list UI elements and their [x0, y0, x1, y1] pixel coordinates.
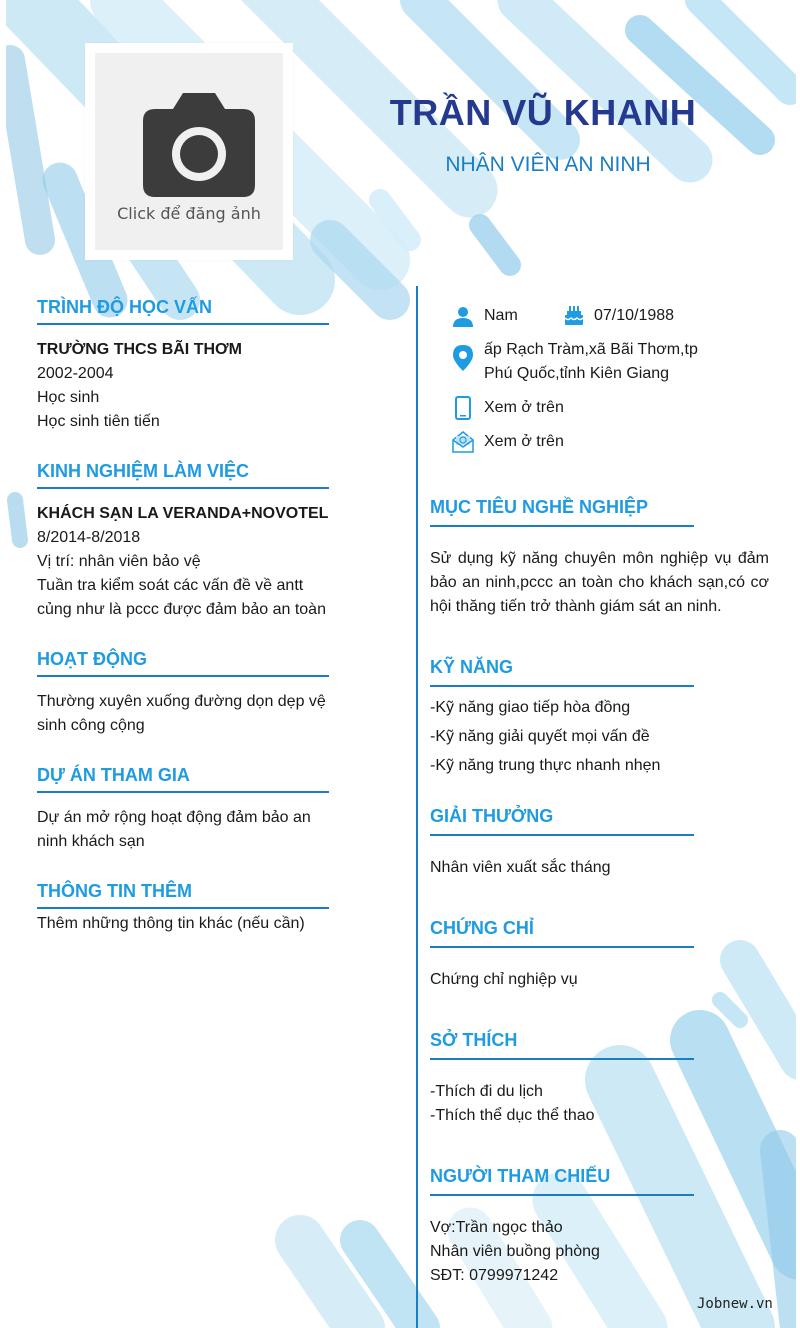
objective-heading: MỤC TIÊU NGHỀ NGHIỆP [430, 497, 649, 517]
experience-company: KHÁCH SẠN LA VERANDA+NOVOTEL [37, 505, 329, 522]
column-divider [416, 286, 418, 1328]
email-value: Xem ở trên [484, 433, 564, 450]
birthday-value: 07/10/1988 [594, 307, 675, 324]
photo-upload-label: Click để đăng ảnh [117, 204, 261, 223]
projects-line2: ninh khách sạn [37, 833, 145, 850]
objective-rule [430, 525, 694, 527]
activities-line1: Thường xuyên xuống đường dọn dẹp vệ [37, 693, 326, 710]
skill-item: -Kỹ năng giao tiếp hòa đồng [430, 699, 631, 716]
certificates-heading: CHỨNG CHỈ [430, 918, 534, 938]
experience-heading: KINH NGHIỆM LÀM VIỆC [37, 461, 250, 481]
education-school: TRƯỜNG THCS BÃI THƠM [37, 341, 242, 358]
extra-info-heading: THÔNG TIN THÊM [37, 881, 192, 901]
education-role: Học sinh [37, 389, 100, 406]
education-rule [37, 323, 329, 325]
photo-upload-button[interactable] [95, 53, 283, 250]
reference-line2: Nhân viên buồng phòng [430, 1243, 600, 1260]
certificates-text: Chứng chỉ nghiệp vụ [430, 971, 578, 988]
job-title: NHÂN VIÊN AN NINH [445, 153, 651, 176]
awards-rule [430, 834, 694, 836]
user-icon [452, 306, 474, 328]
address-line1: ấp Rạch Tràm,xã Bãi Thơm,tp [484, 341, 698, 358]
projects-rule [37, 791, 329, 793]
education-note: Học sinh tiên tiến [37, 413, 160, 430]
education-heading: TRÌNH ĐỘ HỌC VẤN [37, 297, 212, 317]
skills-heading: KỸ NĂNG [430, 657, 514, 677]
activities-line2: sinh công cộng [37, 717, 145, 734]
photo-frame [85, 43, 293, 260]
site-watermark: Jobnew.vn [697, 1296, 773, 1312]
skill-item: -Kỹ năng giải quyết mọi vấn đề [430, 728, 650, 745]
projects-line1: Dự án mở rộng hoạt động đảm bảo an [37, 809, 311, 826]
education-period: 2002-2004 [37, 365, 114, 382]
reference-line1: Vợ:Trần ngọc thảo [430, 1219, 563, 1236]
awards-text: Nhân viên xuất sắc tháng [430, 859, 611, 876]
phone-icon [455, 396, 471, 420]
experience-desc-line2: củng như là pccc được đảm bảo an toàn [37, 601, 326, 618]
extra-info-text: Thêm những thông tin khác (nếu cần) [37, 915, 305, 932]
camera-icon [143, 93, 255, 197]
hobbies-rule [430, 1058, 694, 1060]
phone-value: Xem ở trên [484, 399, 564, 416]
birthday-cake-icon [563, 304, 585, 326]
hobby-item: -Thích đi du lịch [430, 1083, 543, 1100]
projects-heading: DỰ ÁN THAM GIA [37, 765, 190, 785]
experience-desc-line1: Tuần tra kiểm soát các vấn đề về antt [37, 577, 304, 594]
objective-text: Sử dụng kỹ năng chuyên môn nghiệp vụ đảm bảo an ninh,pccc an toàn cho khách sạn,có cơ hội thăng tiến trở thành giám sát an ninh. [430, 550, 769, 615]
experience-rule [37, 487, 329, 489]
experience-position: Vị trí: nhân viên bảo vệ [37, 553, 201, 570]
references-rule [430, 1194, 694, 1196]
extra-info-rule [37, 907, 329, 909]
email-icon [452, 431, 474, 453]
gender-value: Nam [484, 307, 518, 324]
activities-heading: HOẠT ĐỘNG [37, 649, 147, 669]
references-heading: NGƯỜI THAM CHIẾU [430, 1166, 611, 1186]
location-pin-icon [452, 345, 474, 371]
experience-period: 8/2014-8/2018 [37, 529, 141, 546]
hobbies-heading: SỞ THÍCH [430, 1030, 518, 1050]
certificates-rule [430, 946, 694, 948]
activities-rule [37, 675, 329, 677]
reference-line3: SĐT: 0799971242 [430, 1267, 559, 1284]
awards-heading: GIẢI THƯỞNG [430, 806, 554, 826]
hobby-item: -Thích thể dục thể thao [430, 1107, 595, 1124]
skills-rule [430, 685, 694, 687]
address-line2: Phú Quốc,tỉnh Kiên Giang [484, 365, 670, 382]
candidate-name: TRẦN VŨ KHANH [389, 92, 697, 133]
skill-item: -Kỹ năng trung thực nhanh nhẹn [430, 757, 661, 774]
